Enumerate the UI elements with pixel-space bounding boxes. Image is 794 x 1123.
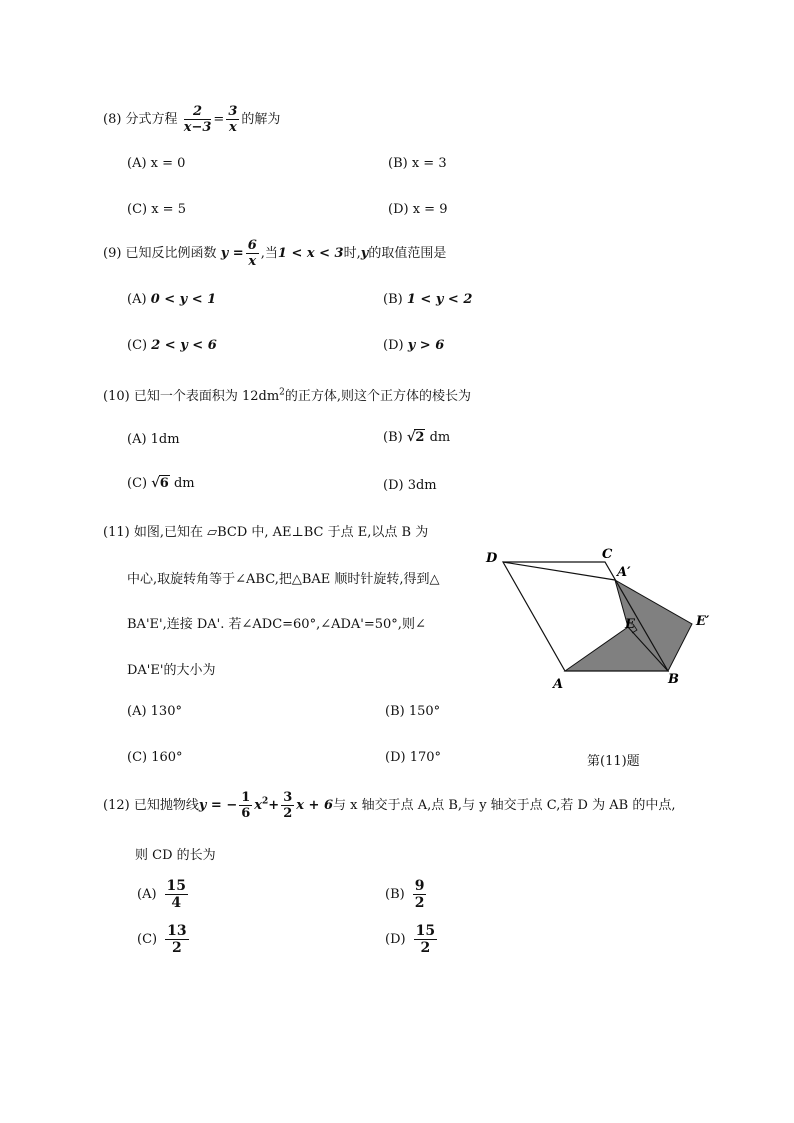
- q8-suffix: 的解为: [241, 112, 281, 127]
- q8-fraction-1: $\frac{2}{x-3}$: [183, 104, 212, 135]
- q12-prefix: (12) 已知抛物线: [103, 798, 199, 813]
- label-e-prime: E′: [696, 614, 710, 629]
- q8-option-a[interactable]: (A) x = 0: [127, 156, 186, 171]
- q8-prefix: (8) 分式方程: [103, 112, 178, 127]
- q9-range: 1 < x < 3: [277, 246, 344, 261]
- q11-line-3: BA'E',连接 DA'. 若∠ADC=60°,∠ADA'=50°,则∠: [127, 617, 426, 632]
- q12-suffix: 与 x 轴交于点 A,点 B,与 y 轴交于点 C,若 D 为 AB 的中点,: [333, 798, 676, 813]
- q12-option-b[interactable]: (B) $\frac{9}{2}$: [385, 878, 425, 911]
- sqrt-symbol-icon: √6: [151, 476, 169, 491]
- q9-option-b[interactable]: (B) 1 < y < 2: [383, 292, 473, 307]
- q9-option-d[interactable]: (D) y > 6: [383, 338, 445, 353]
- q12-option-a[interactable]: (A) $\frac{15}{4}$: [137, 878, 187, 911]
- label-e: E: [625, 617, 635, 632]
- q9-stem: [103, 238, 446, 269]
- q11-geometry-figure: [480, 540, 720, 700]
- q11-figure-caption: 第(11)题: [587, 754, 640, 769]
- label-d: D: [486, 551, 498, 566]
- q9-mid: ,当: [260, 246, 278, 261]
- segment-da1: [503, 562, 615, 580]
- q9-prefix: (9) 已知反比例函数: [103, 246, 217, 261]
- q11-line-4: DA'E'的大小为: [127, 663, 216, 678]
- q12-rest: x + 6: [296, 798, 333, 813]
- q12-option-c[interactable]: (C) $\frac{13}{2}$: [137, 923, 187, 956]
- q9-suffix: 的取值范围是: [368, 246, 447, 261]
- q12-fraction-1: $\frac{1}{6}$: [241, 790, 251, 821]
- q9-fraction: $\frac{6}{x}$: [247, 238, 257, 269]
- q11-option-c[interactable]: (C) 160°: [127, 750, 183, 765]
- label-a-prime: A′: [617, 565, 631, 580]
- q12-sup: 2: [262, 796, 269, 807]
- q12-x: x: [254, 798, 263, 813]
- q10-option-c[interactable]: (C) √6 dm: [127, 476, 195, 491]
- q9-option-a[interactable]: (A) 0 < y < 1: [127, 292, 217, 307]
- q10-option-b[interactable]: (B) √2 dm: [383, 430, 451, 445]
- q9-y: y: [360, 246, 369, 261]
- q11-line-2: 中心,取旋转角等于∠ABC,把△BAE 顺时针旋转,得到△: [127, 572, 440, 587]
- label-a: A: [553, 677, 564, 692]
- q12-y-eq: y = −: [198, 798, 238, 813]
- q12-line-2: 则 CD 的长为: [135, 848, 216, 863]
- q9-option-c[interactable]: (C) 2 < y < 6: [127, 338, 217, 353]
- q11-option-a[interactable]: (A) 130°: [127, 704, 182, 719]
- sqrt-symbol-icon: √2: [406, 430, 425, 445]
- q12-fraction-2: $\frac{3}{2}$: [283, 790, 293, 821]
- label-c: C: [602, 547, 613, 562]
- q8-option-d[interactable]: (D) x = 9: [388, 202, 448, 217]
- q10-text-b: 的正方体,则这个正方体的棱长为: [284, 389, 472, 404]
- q10-option-d[interactable]: (D) 3dm: [383, 478, 437, 493]
- q8-option-b[interactable]: (B) x = 3: [388, 156, 447, 171]
- q10-sup: 2: [279, 387, 285, 398]
- q10-option-a[interactable]: (A) 1dm: [127, 432, 180, 447]
- q8-option-c[interactable]: (C) x = 5: [127, 202, 186, 217]
- q11-option-b[interactable]: (B) 150°: [385, 704, 441, 719]
- q12-option-d[interactable]: (D) $\frac{15}{2}$: [385, 923, 436, 956]
- q9-y-eq: y =: [220, 246, 244, 261]
- q12-plus: +: [268, 798, 280, 813]
- q8-stem: [103, 104, 280, 135]
- label-b: B: [668, 672, 679, 687]
- q8-fraction-2: $\frac{3}{x}$: [228, 104, 238, 135]
- q8-equals: =: [213, 112, 225, 127]
- q9-mid2: 时,: [343, 246, 361, 261]
- q10-text-a: (10) 已知一个表面积为 12dm: [103, 389, 280, 404]
- q11-line-1: (11) 如图,已知在 ▱BCD 中, AE⊥BC 于点 E,以点 B 为: [103, 525, 429, 540]
- q11-option-d[interactable]: (D) 170°: [385, 750, 442, 765]
- q12-stem: [103, 790, 675, 821]
- q10-stem: [103, 385, 471, 404]
